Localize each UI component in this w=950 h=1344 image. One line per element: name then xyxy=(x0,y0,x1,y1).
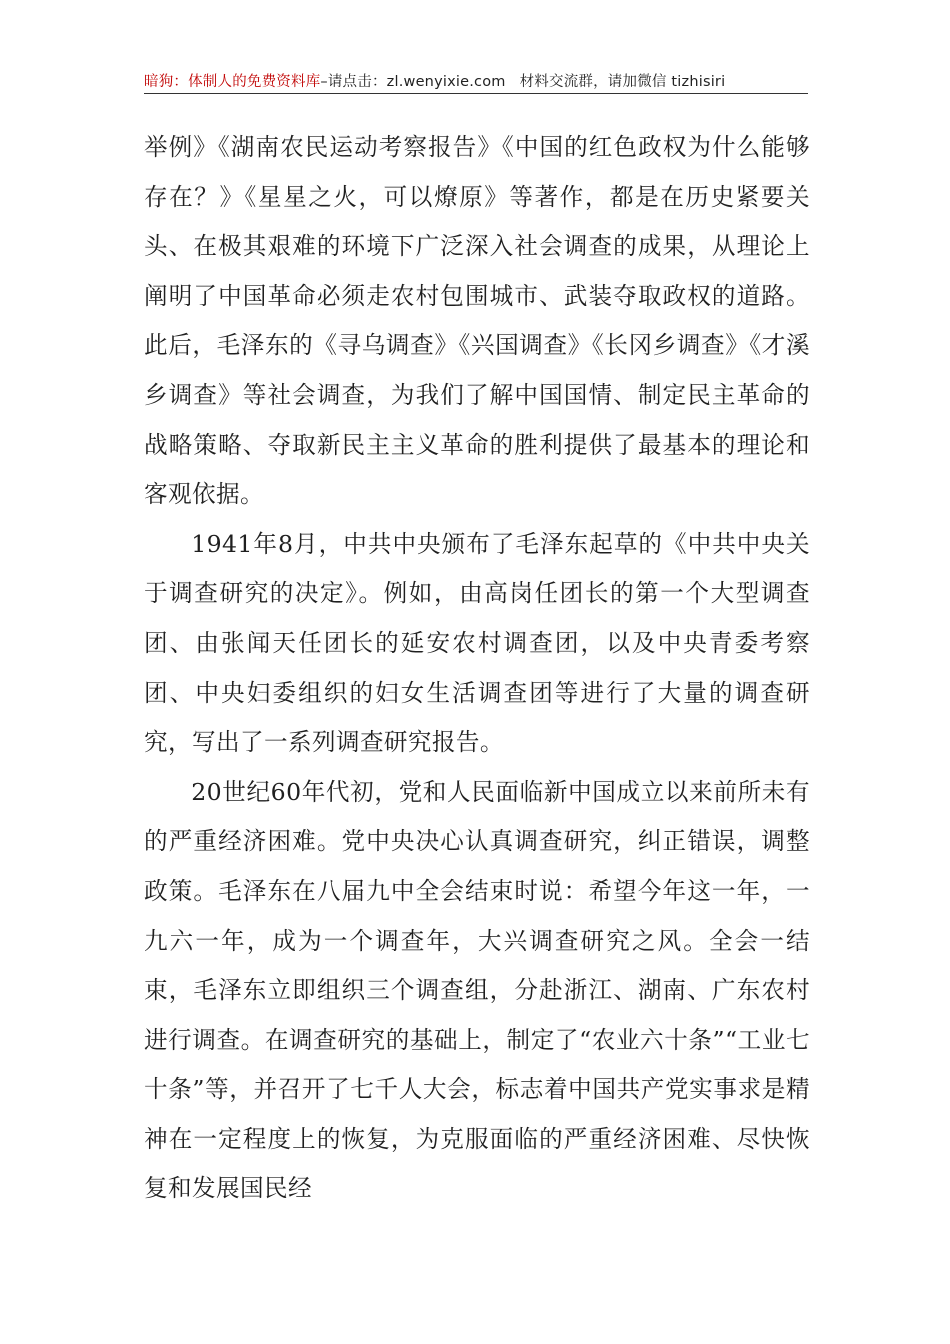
paragraph-3: 20世纪60年代初，党和人民面临新中国成立以来前所未有的严重经济困难。党中央决心认真调查研究，纠正错误，调整政策。毛泽东在八届九中全会结束时说：希望今年这一年，一九六一年，成为一个调查年，大兴调查研究之风。全会一结束，毛泽东立即组织三个调查组，分赴浙江、湖南、广东农村进行调查。在调查研究的基础上，制定了“农业六十条”“工业七十条”等，并召开了七千人大会，标志着中国共产党实事求是精神在一定程度上的恢复，为克服面临的严重经济困难、尽快恢复和发展国民经 xyxy=(144,777,810,1203)
header-divider xyxy=(144,93,808,94)
header-contact: 材料交流群，请加微信 tizhisiri xyxy=(519,74,726,90)
header-site-name: 暗狗：体制人的免费资料库 xyxy=(144,74,321,90)
paragraph-1: 举例》《湖南农民运动考察报告》《中国的红色政权为什么能够存在？》《星星之火，可以燎原》等著作，都是在历史紧要关头、在极其艰难的环境下广泛深入社会调查的成果，从理论上阐明了中国革命必须走农村包围城市、武装夺取政权的道路。此后，毛泽东的《寻乌调查》《兴国调查》《长冈乡调查》《才溪乡调查》等社会调查，为我们了解中国国情、制定民主革命的战略策略、夺取新民主主义革命的胜利提供了最基本的理论和客观依据。 xyxy=(144,133,810,509)
page-header xyxy=(144,68,806,96)
paragraph-2: 1941年8月，中共中央颁布了毛泽东起草的《中共中央关于调查研究的决定》。例如，由高岗任团长的第一个大型调查团、由张闻天任团长的延安农村调查团，以及中央青委考察团、中央妇委组织的妇女生活调查团等进行了大量的调查研究，写出了一系列调查研究报告。 xyxy=(144,529,810,757)
document-body xyxy=(144,123,810,1214)
header-link-prompt[interactable]: –请点击：zl.wenyixie.com xyxy=(320,74,506,90)
